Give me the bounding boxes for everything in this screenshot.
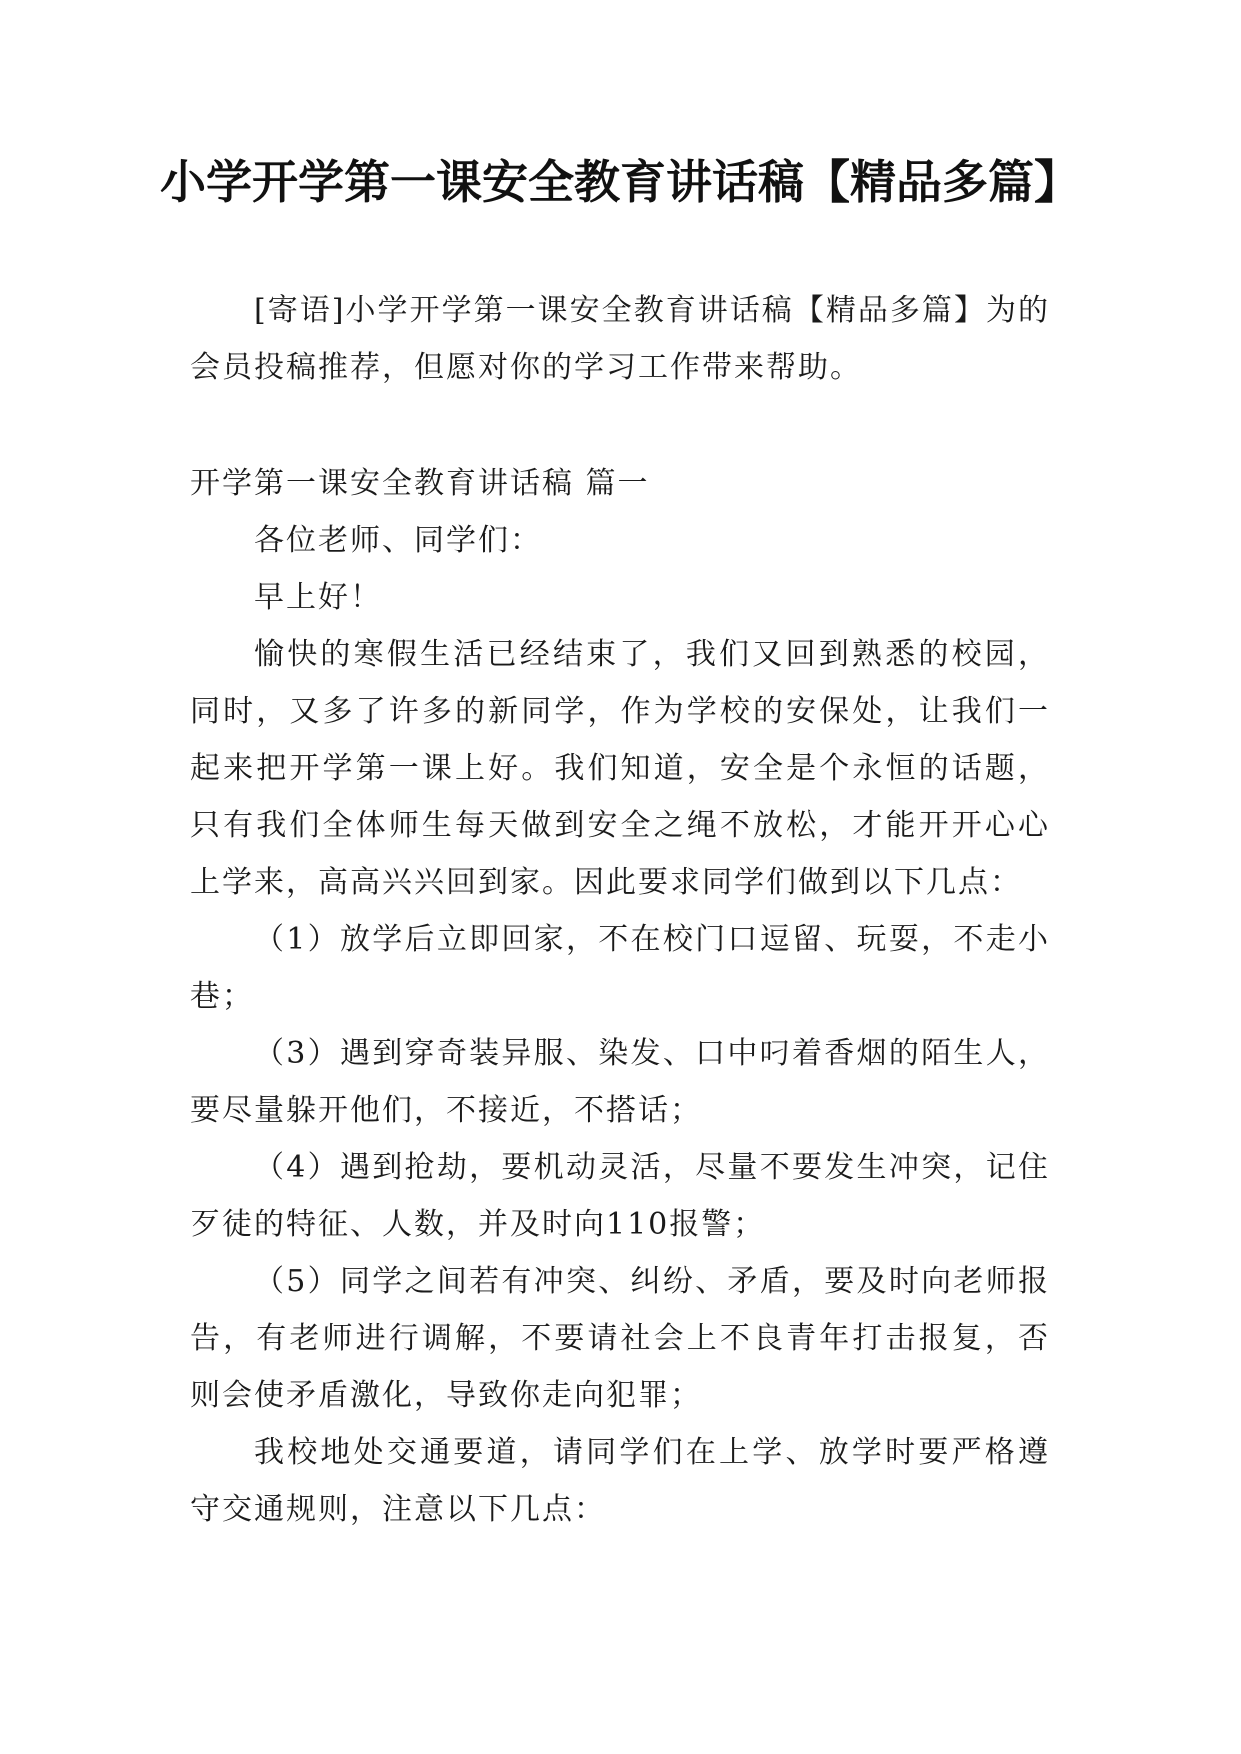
traffic-paragraph: 我校地处交通要道，请同学们在上学、放学时要严格遵守交通规则，注意以下几点：: [190, 1435, 1050, 1527]
document-title: 小学开学第一课安全教育讲话稿【精品多篇】: [160, 155, 1080, 209]
rule-item-5: （5）同学之间若有冲突、纠纷、矛盾，要及时向老师报告，有老师进行调解，不要请社会上不良青年打击报复，否则会使矛盾激化，导致你走向犯罪；: [190, 1264, 1050, 1413]
rule-item-4: （4）遇到抢劫，要机动灵活，尽量不要发生冲突，记住歹徒的特征、人数，并及时向110报警；: [190, 1150, 1050, 1242]
rule-item-1: （1）放学后立即回家，不在校门口逗留、玩耍，不走小巷；: [190, 922, 1050, 1014]
document-body: [190, 282, 1050, 1538]
body-paragraph: 愉快的寒假生活已经结束了，我们又回到熟悉的校园，同时，又多了许多的新同学，作为学校的安保处，让我们一起来把开学第一课上好。我们知道，安全是个永恒的话题，只有我们全体师生每天做到安全之绳不放松，才能开开心心上学来，高高兴兴回到家。因此要求同学们做到以下几点：: [190, 637, 1050, 900]
intro-paragraph: [寄语]小学开学第一课安全教育讲话稿【精品多篇】为的会员投稿推荐，但愿对你的学习工作带来帮助。: [190, 293, 1050, 385]
section-spacer: [190, 396, 1050, 455]
rule-item-3: （3）遇到穿奇装异服、染发、口中叼着香烟的陌生人，要尽量躲开他们，不接近，不搭话；: [190, 1036, 1050, 1128]
salutation-paragraph: 各位老师、同学们：: [254, 523, 542, 558]
section-heading: 开学第一课安全教育讲话稿 篇一: [190, 466, 650, 501]
greeting-paragraph: 早上好！: [254, 580, 382, 615]
